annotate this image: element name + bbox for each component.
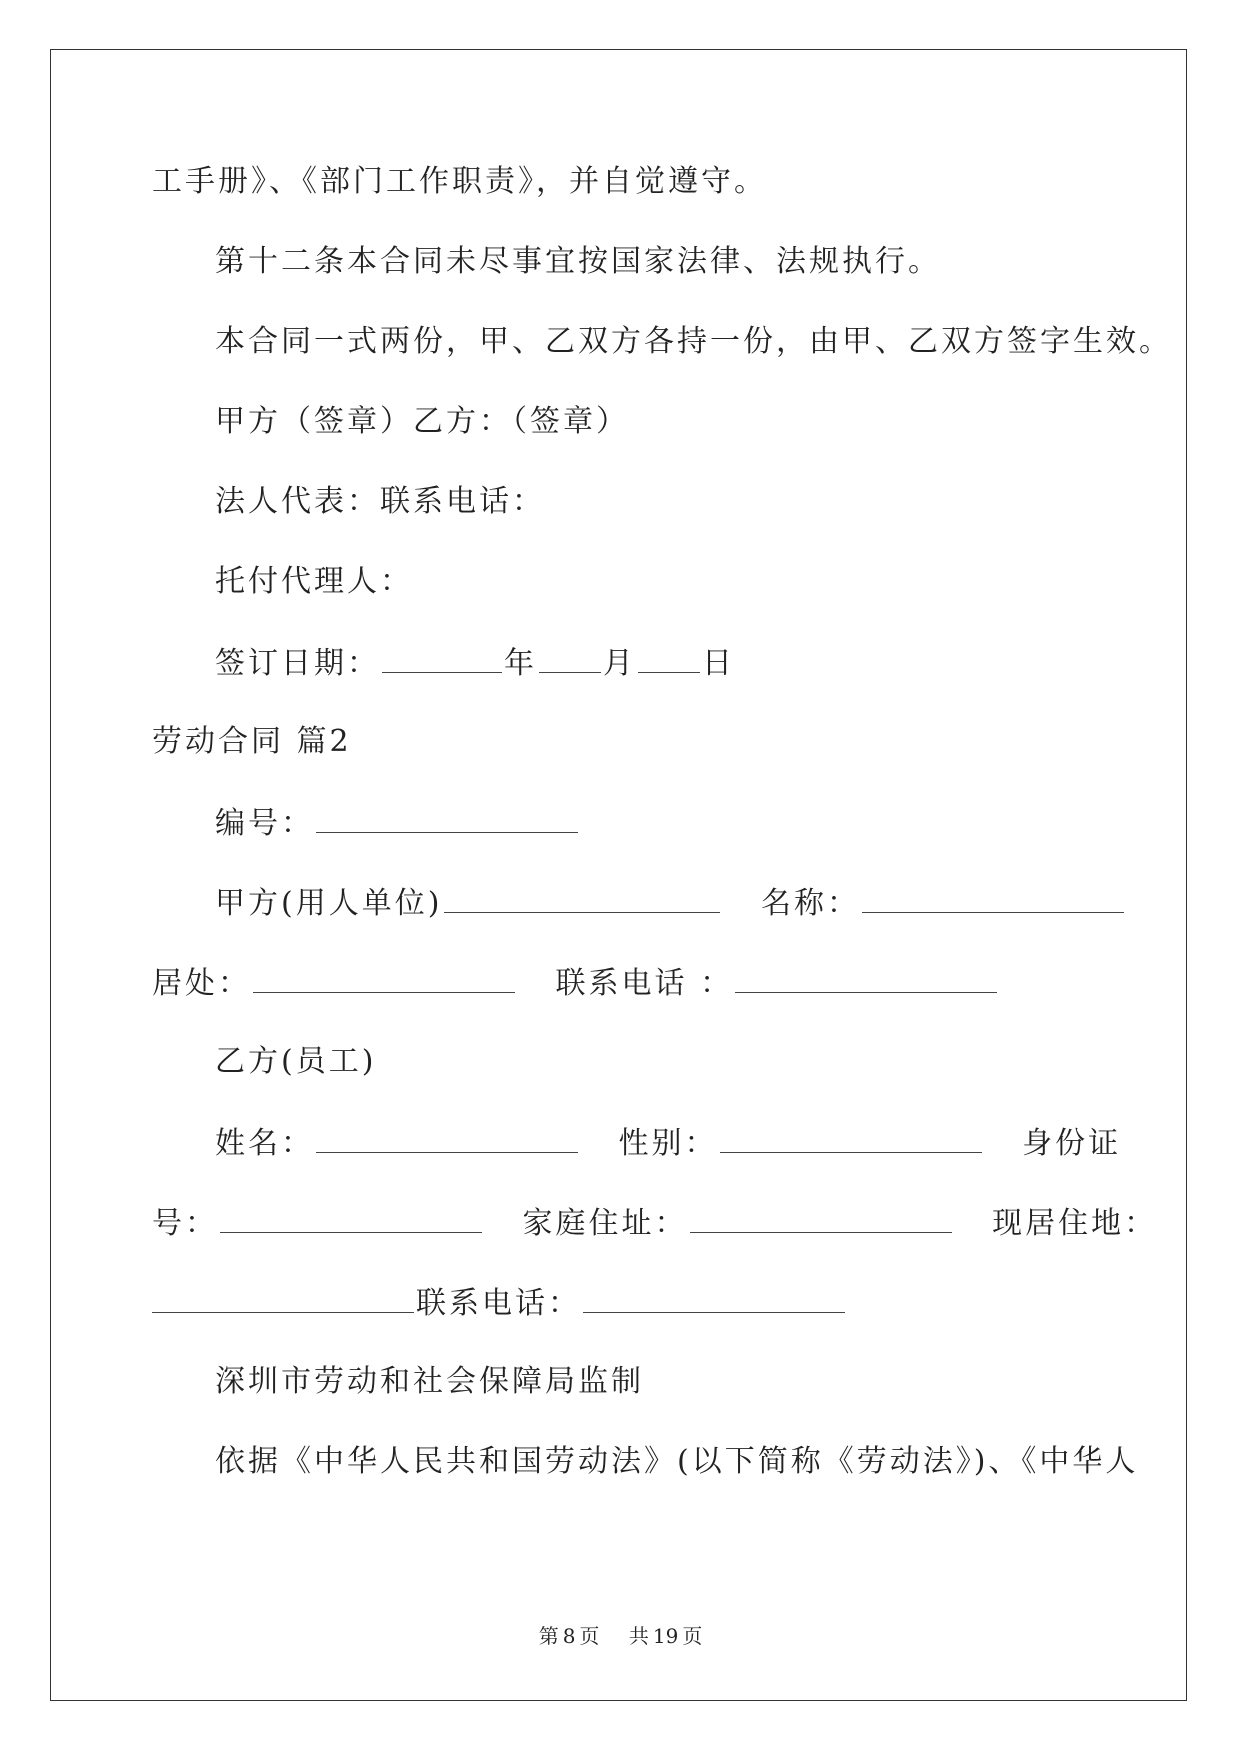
home-address-blank bbox=[690, 1202, 952, 1233]
current-residence-label: 现居住地： bbox=[992, 1206, 1158, 1241]
employee-address-line bbox=[152, 1202, 1157, 1244]
page-current: 8 bbox=[562, 1624, 576, 1648]
year-blank bbox=[382, 642, 502, 673]
day-label: 日 bbox=[702, 646, 735, 681]
page-suffix: 页 bbox=[579, 1624, 600, 1648]
employee-phone-blank bbox=[583, 1282, 845, 1313]
home-address-label: 家庭住址： bbox=[522, 1206, 688, 1241]
page-footer bbox=[0, 1622, 1241, 1650]
signing-date-line bbox=[215, 642, 735, 684]
employee-phone-line bbox=[152, 1282, 847, 1324]
address-blank bbox=[253, 962, 515, 993]
employee-heading: 乙方(员工) bbox=[215, 1044, 377, 1079]
employee-name-label: 姓名： bbox=[215, 1126, 314, 1161]
employer-blank bbox=[444, 882, 720, 913]
gender-blank bbox=[720, 1122, 982, 1153]
employer-phone-label: 联系电话 ： bbox=[555, 966, 734, 1001]
employer-name-label: 名称： bbox=[760, 886, 860, 921]
address-label: 居处： bbox=[152, 966, 251, 1001]
section-heading: 劳动合同 篇2 bbox=[152, 724, 352, 759]
number-blank bbox=[316, 802, 578, 833]
paragraph-line-1: 工手册》、《部门工作职责》，并自觉遵守。 bbox=[152, 164, 767, 199]
month-label: 月 bbox=[603, 646, 636, 681]
day-blank bbox=[638, 642, 700, 673]
agent-line: 托付代理人： bbox=[215, 564, 413, 599]
total-suffix: 页 bbox=[682, 1624, 703, 1648]
employer-line bbox=[215, 882, 1126, 924]
gender-label: 性别： bbox=[618, 1126, 718, 1161]
employee-name-blank bbox=[316, 1122, 578, 1153]
copies-clause: 本合同一式两份，甲、乙双方各持一份，由甲、乙双方签字生效。 bbox=[215, 324, 1172, 359]
id-label: 身份证 bbox=[1022, 1126, 1122, 1161]
year-label: 年 bbox=[504, 646, 537, 681]
legal-basis-line: 依据《中华人民共和国劳动法》(以下简称《劳动法》)、《中华人 bbox=[215, 1444, 1139, 1479]
current-residence-blank bbox=[152, 1282, 414, 1313]
month-blank bbox=[539, 642, 601, 673]
address-line bbox=[152, 962, 999, 1004]
employee-phone-label: 联系电话： bbox=[416, 1286, 581, 1321]
legal-rep-line: 法人代表：联系电话： bbox=[215, 484, 545, 519]
page-prefix: 第 bbox=[538, 1624, 559, 1648]
contract-number-line bbox=[215, 802, 580, 844]
employer-name-blank bbox=[862, 882, 1124, 913]
total-prefix: 共 bbox=[628, 1624, 649, 1648]
employer-phone-blank bbox=[735, 962, 997, 993]
article-12: 第十二条本合同未尽事宜按国家法律、法规执行。 bbox=[215, 244, 941, 279]
supervisor-line: 深圳市劳动和社会保障局监制 bbox=[215, 1364, 644, 1399]
id-label-cont: 号： bbox=[152, 1206, 218, 1241]
employer-label: 甲方(用人单位) bbox=[215, 886, 443, 921]
id-blank bbox=[220, 1202, 482, 1233]
number-label: 编号： bbox=[215, 806, 314, 841]
signature-parties: 甲方（签章）乙方：（签章） bbox=[215, 404, 629, 439]
signing-date-label: 签订日期： bbox=[215, 646, 380, 681]
employee-info-line bbox=[215, 1122, 1121, 1164]
page-total: 19 bbox=[652, 1624, 679, 1648]
